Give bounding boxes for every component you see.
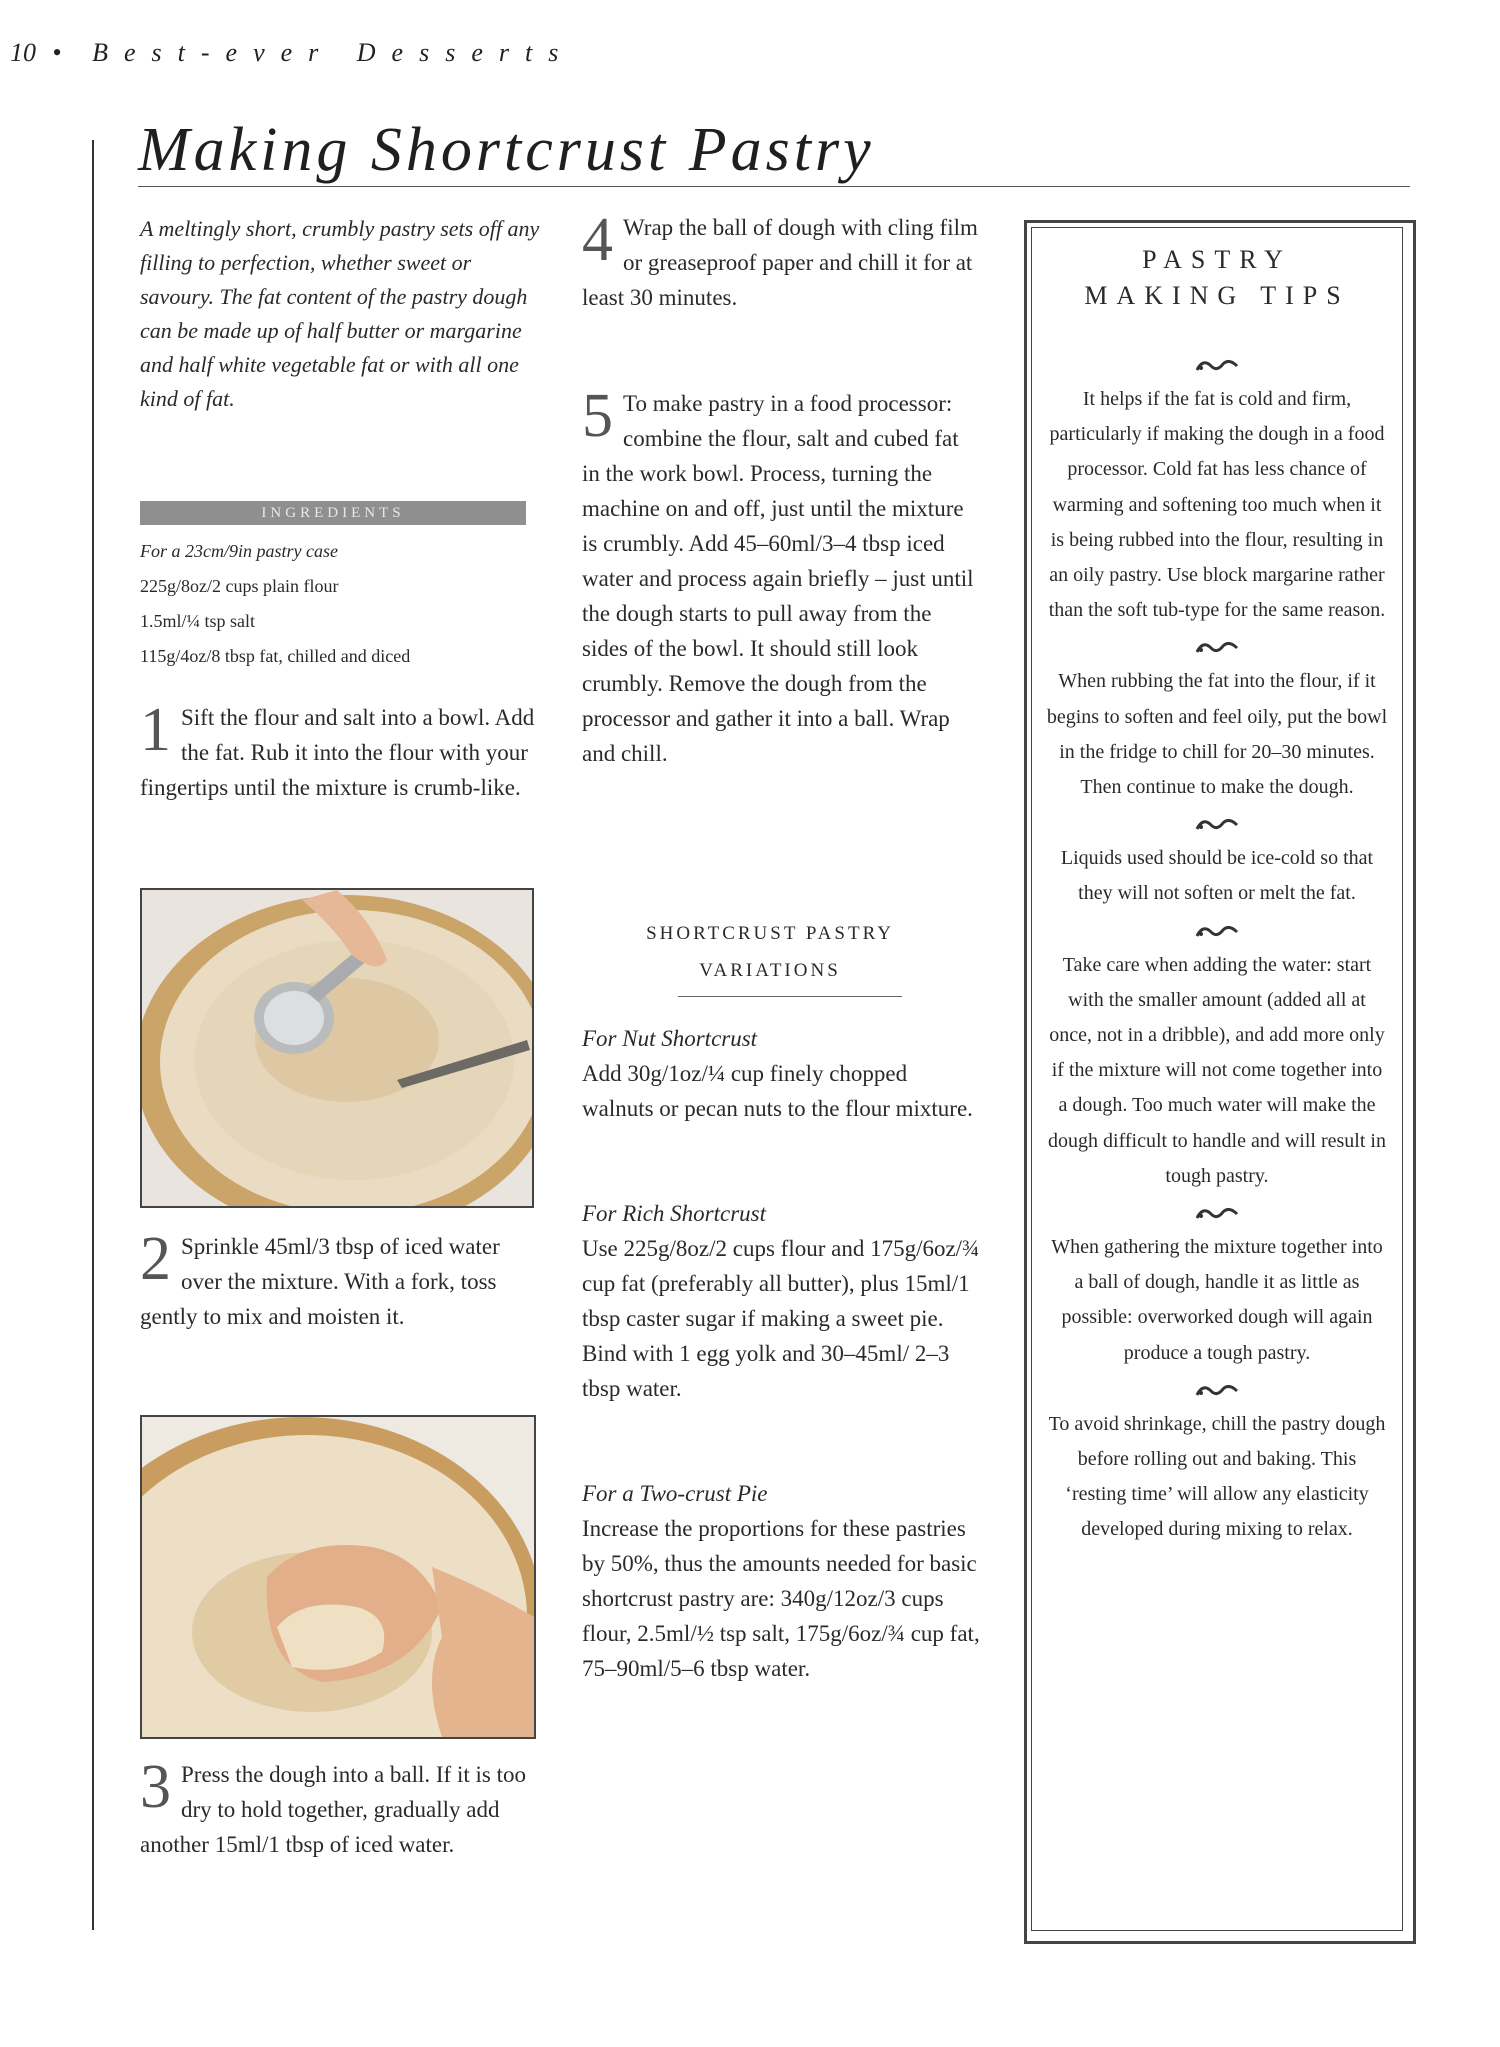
ingredients-case-size: For a 23cm/9in pastry case [140, 541, 338, 561]
step-text: Sift the flour and salt into a bowl. Add the fat. Rub it into the flour with your fingertips until the mixture is crumb-like. [140, 705, 535, 800]
flourish-icon [1045, 1194, 1389, 1230]
variation-text: Add 30g/1oz/¼ cup finely chopped walnuts or pecan nuts to the flour mixture. [582, 1061, 973, 1121]
ingredient-item: 225g/8oz/2 cups plain flour [140, 576, 339, 596]
flourish-icon [1045, 1371, 1389, 1407]
step-2 [140, 1225, 536, 1334]
variations-heading-line: SHORTCRUST PASTRY [646, 923, 894, 944]
tip-text: Take care when adding the water: start with the smaller amount (added all at once, not in a dribble), and add more only if the mixture will not come together into a dough. Too much water will make the dough difficult to handle and will result in tough pastry. [1048, 953, 1386, 1187]
book-title: Best-ever Desserts [92, 38, 575, 67]
step-1 [140, 696, 536, 805]
tip-text: When gathering the mixture together into a ball of dough, handle it as little as possible: overworked dough will again produce a tough pastry. [1051, 1236, 1383, 1364]
variation-title: For a Two-crust Pie [582, 1481, 768, 1506]
variation-text: Use 225g/8oz/2 cups flour and 175g/6oz/¾ cup fat (preferably all butter), plus 15ml/1 tbsp caster sugar if making a sweet pie. Bind with 1 egg yolk and 30–45ml/ 2–3 tbsp water. [582, 1236, 980, 1401]
flourish-icon [1045, 346, 1389, 382]
tips-title-line: MAKING TIPS [1084, 281, 1350, 310]
title-rule [138, 186, 1410, 187]
photo-pressing-dough [140, 1415, 536, 1739]
variation-nut [582, 1021, 982, 1126]
step-text: To make pastry in a food processor: combine the flour, salt and cubed fat in the work bowl. Process, turning the machine on and off, just until the mixture is crumbly. Add 45–60ml/3–4 tbsp iced water and process again briefly – just until the dough starts to pull away from the sides of the bowl. It should still look crumbly. Remove the dough from the processor and gather it into a ball. Wrap and chill. [582, 391, 974, 766]
tip-text: To avoid shrinkage, chill the pastry dough before rolling out and baking. This ‘resting time’ will allow any elasticity developed during mixing to relax. [1048, 1412, 1386, 1541]
step-text: Sprinkle 45ml/3 tbsp of iced water over the mixture. With a fork, toss gently to mix and moisten it. [140, 1234, 500, 1329]
tip-text: It helps if the fat is cold and firm, particularly if making the dough in a food processor. Cold fat has less chance of warming and softening too much when it is being rubbed into the flour, resulting in an oily pastry. Use block margarine rather than the soft tub-type for the same reason. [1048, 388, 1386, 622]
step-number: 2 [140, 1225, 171, 1293]
variation-text: Increase the proportions for these pastries by 50%, thus the amounts needed for basic shortcrust pastry are: 340g/12oz/3 cups flour, 2.5ml/½ tsp salt, 175g/6oz/¾ cup fat, 75–90ml/5–6 tbsp water. [582, 1516, 980, 1681]
step-number: 5 [582, 382, 613, 450]
tip-text: When rubbing the fat into the flour, if it begins to soften and feel oily, put the bowl in the fridge to chill for 20–30 minutes. Then continue to make the dough. [1046, 670, 1388, 799]
step-number: 4 [582, 206, 613, 274]
step-4 [582, 206, 982, 315]
photo-rubbing-in [140, 888, 534, 1208]
variation-two-crust [582, 1476, 982, 1686]
intro-text: A meltingly short, crumbly pastry sets off any filling to perfection, whether sweet or savoury. The fat content of the pastry dough can be made up of half butter or margarine and half white vegetable fat or with all one kind of fat. [140, 216, 540, 411]
ingredients-list [140, 534, 540, 674]
header-bullet: • [52, 38, 62, 67]
ingredient-item: 115g/4oz/8 tbsp fat, chilled and diced [140, 646, 411, 666]
flourish-icon [1045, 805, 1389, 841]
step-text: Press the dough into a ball. If it is too dry to hold together, gradually add another 15ml/1 tbsp of iced water. [140, 1762, 526, 1857]
tips-title-line: PASTRY [1142, 245, 1292, 274]
step-number: 1 [140, 696, 171, 764]
tips-body [1045, 346, 1389, 1548]
flourish-icon [1045, 628, 1389, 664]
page-number: 10 [10, 38, 36, 67]
flourish-icon [1045, 912, 1389, 948]
variation-title: For Nut Shortcrust [582, 1026, 758, 1051]
step-text: Wrap the ball of dough with cling film or greaseproof paper and chill it for at least 30 minutes. [582, 215, 978, 310]
page-title: Making Shortcrust Pastry [138, 116, 875, 184]
variations-heading-line: VARIATIONS [699, 960, 841, 981]
ingredients-heading: INGREDIENTS [140, 501, 526, 525]
variation-title: For Rich Shortcrust [582, 1201, 766, 1226]
tip-text: Liquids used should be ice-cold so that they will not soften or melt the fat. [1060, 847, 1374, 905]
variations-heading [580, 915, 960, 989]
variations-rule [678, 996, 902, 997]
step-number: 3 [140, 1753, 171, 1821]
step-5 [582, 382, 982, 771]
vertical-rule [92, 140, 94, 1930]
tips-title [1035, 242, 1399, 314]
step-3 [140, 1753, 536, 1862]
running-head [10, 38, 574, 68]
variation-rich [582, 1196, 982, 1406]
ingredient-item: 1.5ml/¼ tsp salt [140, 611, 256, 631]
